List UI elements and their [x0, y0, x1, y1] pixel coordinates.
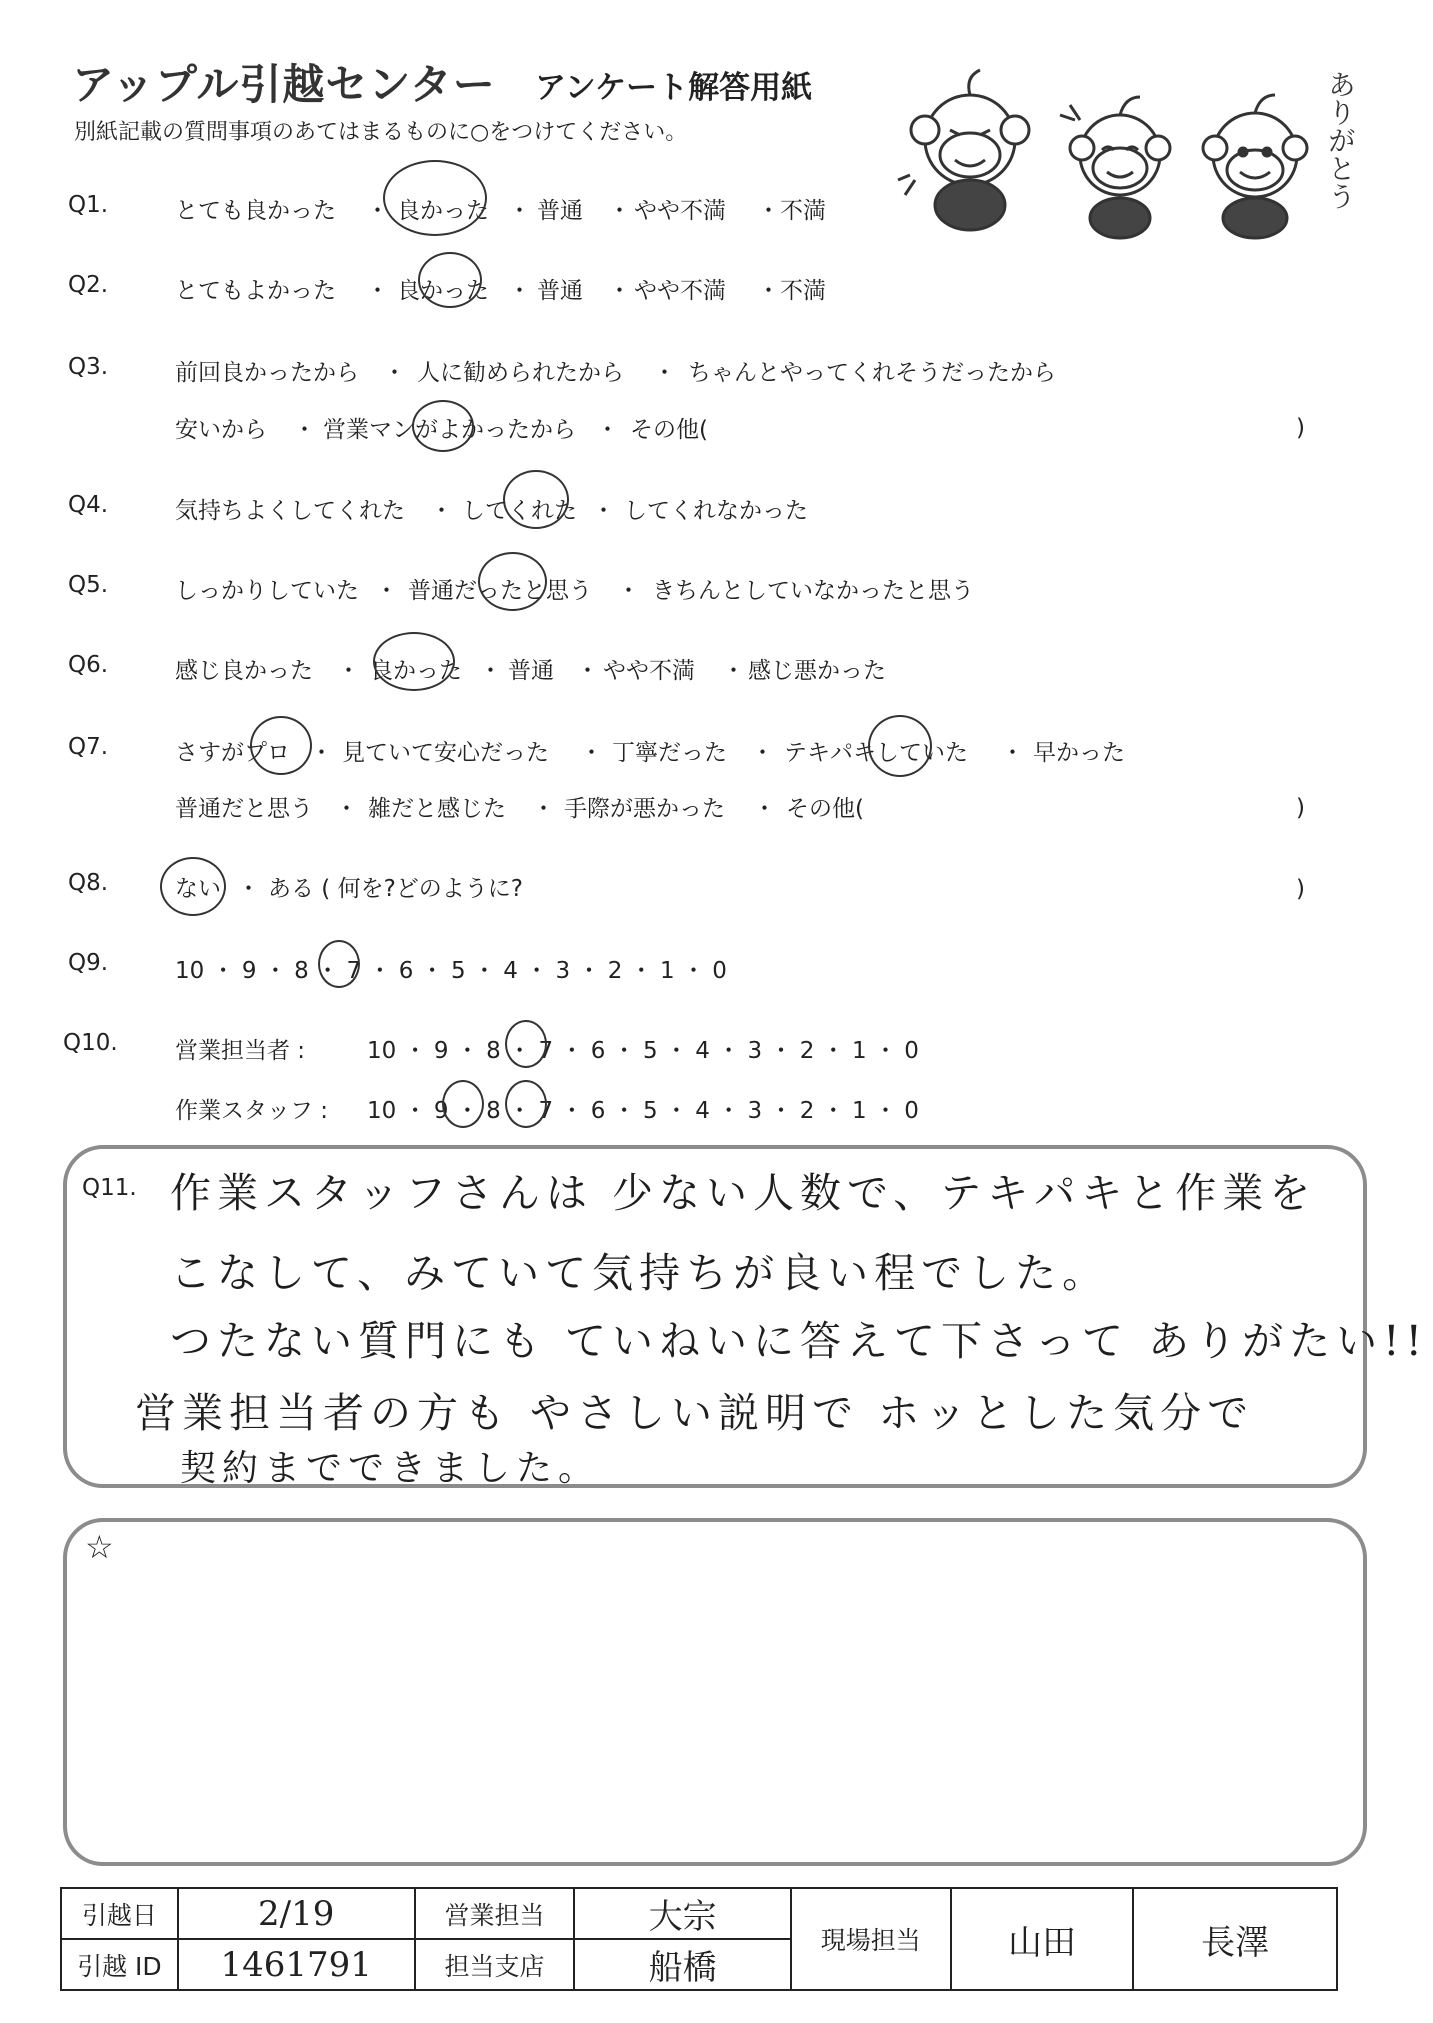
q8-selection-circle	[160, 857, 226, 916]
q3-selection-circle	[412, 400, 474, 452]
q2-selection-circle	[418, 252, 482, 308]
move-info-table	[60, 1887, 1338, 1991]
q10-label: Q10.	[63, 1030, 118, 1056]
q3-option-3[interactable]: ちゃんとやってくれそうだったから	[688, 360, 1056, 386]
q7-close-paren: )	[1296, 795, 1305, 821]
q9-value[interactable]: 10	[175, 958, 205, 984]
site-value-2: 長澤	[1133, 1888, 1337, 1990]
q6-selection-circle	[373, 632, 455, 691]
star-icon: ☆	[85, 1528, 114, 1566]
q3-option-5[interactable]: 営業マンがよかったから	[323, 417, 576, 443]
mascot-middle	[1060, 97, 1170, 238]
q4-option-2[interactable]: してくれた	[462, 498, 577, 524]
q2-label: Q2.	[68, 272, 109, 298]
q9-value[interactable]: 5	[450, 958, 466, 984]
q6-option-1[interactable]: 感じ良かった	[175, 658, 313, 684]
move-id-value: 1461791	[178, 1939, 415, 1990]
q6-option-2[interactable]: 良かった	[370, 658, 462, 684]
q8-option-1[interactable]: ない	[175, 876, 221, 902]
q10-sales-value[interactable]: 8	[486, 1038, 501, 1064]
q10-sales-value[interactable]: 5	[642, 1038, 658, 1064]
q3-option-4[interactable]: 安いから	[175, 417, 267, 443]
q2-option-1[interactable]: とてもよかった	[175, 278, 336, 304]
q10-sales-value[interactable]: 1	[852, 1038, 867, 1064]
q7-option-4[interactable]: テキパキしていた	[784, 740, 968, 766]
q8-close-paren: )	[1296, 876, 1305, 902]
q1-option-2[interactable]: 良かった	[397, 198, 489, 224]
q5-selection-circle	[478, 552, 547, 611]
q7-selection-circle-1	[250, 716, 312, 775]
q2-option-4[interactable]: やや不満	[634, 278, 726, 304]
q1-option-4[interactable]: やや不満	[634, 198, 726, 224]
q1-selection-circle	[383, 160, 487, 236]
q8-label: Q8.	[68, 870, 109, 896]
q4-selection-circle	[503, 470, 569, 529]
q10-sales-value[interactable]: 7	[538, 1038, 554, 1064]
q10-staff-value[interactable]: 6	[590, 1098, 606, 1124]
q7-option-2[interactable]: 見ていて安心だった	[342, 740, 549, 766]
q10-sales-value[interactable]: 2	[799, 1038, 815, 1064]
q1-option-1[interactable]: とても良かった	[175, 198, 336, 224]
q6-option-4[interactable]: やや不満	[603, 658, 695, 684]
q10-staff-value[interactable]: 1	[852, 1098, 867, 1124]
q4-label: Q4.	[68, 492, 109, 518]
q10-staff-scale[interactable]: 10 ・ 9 ・ 8 ・ 7 ・ 6 ・ 5 ・ 4 ・ 3 ・ 2 ・ 1 ・ 0	[367, 1098, 919, 1124]
q9-value[interactable]: 2	[607, 958, 623, 984]
q10-staff-value[interactable]: 5	[642, 1098, 658, 1124]
q11-handwritten-line-1: 作業スタッフさんは 少ない人数で、テキパキと作業を	[170, 1169, 1317, 1217]
q10-staff-value[interactable]: 3	[747, 1098, 763, 1124]
q10-sales-scale[interactable]: 10 ・ 9 ・ 8 ・ 7 ・ 6 ・ 5 ・ 4 ・ 3 ・ 2 ・ 1 ・ 0	[367, 1038, 919, 1064]
instruction-text: 別紙記載の質問事項のあてはまるものに○をつけてください。	[74, 120, 688, 145]
move-date-label: 引越日	[61, 1888, 178, 1939]
q11-handwritten-line-5: 契約までできました。	[180, 1448, 601, 1489]
q7-option-8[interactable]: 手際が悪かった	[564, 796, 725, 822]
q2-option-2[interactable]: 良かった	[397, 278, 489, 304]
q3-option-other[interactable]: その他(	[630, 417, 708, 443]
sales-label: 営業担当	[415, 1888, 575, 1939]
q7-option-3[interactable]: 丁寧だった	[612, 740, 727, 766]
q7-option-1[interactable]: さすがプロ	[175, 740, 290, 766]
q10-staff-value[interactable]: 2	[799, 1098, 815, 1124]
q1-option-5[interactable]: 不満	[780, 198, 826, 224]
q9-label: Q9.	[68, 950, 109, 976]
q4-option-1[interactable]: 気持ちよくしてくれた	[175, 498, 405, 524]
branch-label: 担当支店	[415, 1939, 575, 1990]
q9-selection-circle	[318, 940, 360, 988]
move-date-value: 2/19	[178, 1888, 415, 1939]
q3-label: Q3.	[68, 354, 109, 380]
sales-value: 大宗	[574, 1888, 791, 1939]
q9-value[interactable]: 0	[712, 958, 727, 984]
q6-option-5[interactable]: 感じ悪かった	[748, 658, 886, 684]
q10-staff-value[interactable]: 8	[486, 1098, 501, 1124]
mascot-left	[898, 70, 1029, 230]
free-comment-box[interactable]	[63, 1518, 1367, 1866]
q10-staff-selection-circle-2	[505, 1080, 547, 1128]
site-value-1: 山田	[951, 1888, 1134, 1990]
q8-option-2[interactable]: ある ( 何を?どのように?	[268, 876, 524, 902]
q5-label: Q5.	[68, 572, 109, 598]
q10-staff-value[interactable]: 9	[433, 1098, 449, 1124]
q10-sales-selection-circle	[505, 1020, 547, 1068]
q10-sales-label: 営業担当者 :	[175, 1038, 306, 1064]
move-id-label: 引越 ID	[61, 1939, 178, 1990]
q6-label: Q6.	[68, 652, 109, 678]
q10-sales-value[interactable]: 4	[695, 1038, 710, 1064]
q7-option-5[interactable]: 早かった	[1033, 740, 1125, 766]
q9-value[interactable]: 9	[241, 958, 257, 984]
q5-option-2[interactable]: 普通だったと思う	[408, 578, 592, 604]
q3-option-1[interactable]: 前回良かったから	[175, 360, 359, 386]
q7-selection-circle-2	[868, 715, 932, 777]
q1-option-3[interactable]: 普通	[537, 198, 583, 224]
q9-scale[interactable]: 10 ・ 9 ・ 8 ・ 7 ・ 6 ・ 5 ・ 4 ・ 3 ・ 2 ・ 1 ・ 0	[175, 958, 727, 984]
q9-value[interactable]: 3	[555, 958, 571, 984]
q10-staff-label: 作業スタッフ :	[175, 1098, 329, 1124]
form-subtitle: アンケート解答用紙	[535, 70, 813, 106]
q9-value[interactable]: 7	[346, 958, 362, 984]
q10-sales-value[interactable]: 0	[904, 1038, 919, 1064]
q11-label: Q11.	[82, 1175, 137, 1201]
q7-option-other[interactable]: その他(	[786, 796, 864, 822]
form-title: アップル引越センター	[72, 60, 496, 109]
q3-option-2[interactable]: 人に勧められたから	[417, 360, 624, 386]
q9-value[interactable]: 1	[660, 958, 675, 984]
q11-handwritten-line-2: こなして、みていて気持ちが良い程でした。	[170, 1249, 1110, 1297]
q3-close-paren: )	[1296, 415, 1305, 441]
q4-option-3[interactable]: してくれなかった	[624, 498, 808, 524]
mascot-illustration	[895, 60, 1365, 244]
q10-staff-value[interactable]: 10	[367, 1098, 397, 1124]
q2-option-3[interactable]: 普通	[537, 278, 583, 304]
q11-handwritten-line-4: 営業担当者の方も やさしい説明で ホッとした気分で	[135, 1389, 1255, 1437]
q10-staff-value[interactable]: 0	[904, 1098, 919, 1124]
q10-sales-value[interactable]: 3	[747, 1038, 763, 1064]
q10-staff-selection-circle-1	[442, 1080, 484, 1128]
q10-sales-value[interactable]: 9	[433, 1038, 449, 1064]
q9-value[interactable]: 4	[503, 958, 518, 984]
q5-option-1[interactable]: しっかりしていた	[175, 578, 359, 604]
q1-label: Q1.	[68, 192, 109, 218]
q9-value[interactable]: 8	[294, 958, 309, 984]
q9-value[interactable]: 6	[398, 958, 414, 984]
q10-sales-value[interactable]: 6	[590, 1038, 606, 1064]
q10-staff-value[interactable]: 7	[538, 1098, 554, 1124]
thanks-text: ありがとう	[1324, 70, 1357, 210]
q5-option-3[interactable]: きちんとしていなかったと思う	[652, 578, 974, 604]
q7-label: Q7.	[68, 734, 109, 760]
q7-option-7[interactable]: 雑だと感じた	[368, 796, 506, 822]
q2-option-5[interactable]: 不満	[780, 278, 826, 304]
q11-handwritten-line-3: つたない質門にも ていねいに答えて下さって ありがたい!!	[170, 1317, 1429, 1365]
q10-sales-value[interactable]: 10	[367, 1038, 397, 1064]
mascot-right	[1203, 95, 1307, 238]
q6-option-3[interactable]: 普通	[508, 658, 554, 684]
q7-option-6[interactable]: 普通だと思う	[175, 796, 313, 822]
branch-value: 船橋	[574, 1939, 791, 1990]
q10-staff-value[interactable]: 4	[695, 1098, 710, 1124]
site-label: 現場担当	[791, 1888, 951, 1990]
